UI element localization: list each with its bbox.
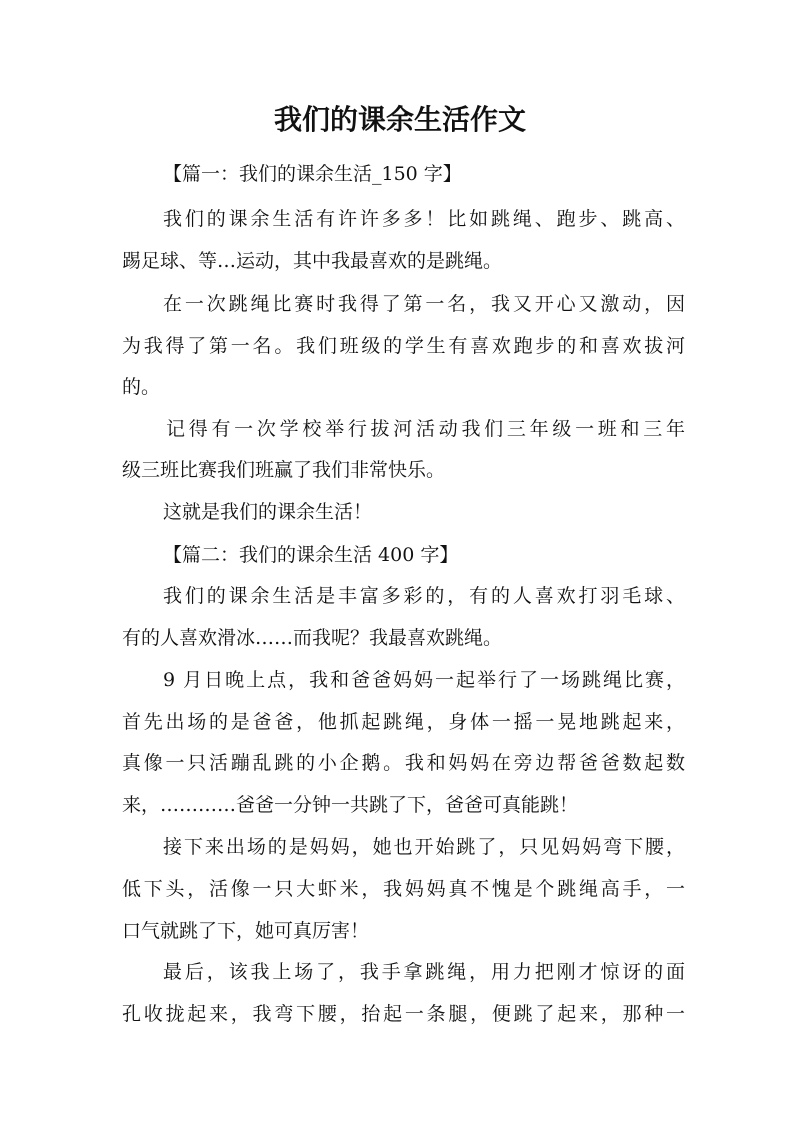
paragraph-line: 来，…………爸爸一分钟一共跳了下，爸爸可真能跳！ (122, 794, 579, 816)
paragraph-line: 为我得了第一名。我们班级的学生有喜欢跑步的和喜欢拔河 (122, 335, 685, 357)
paragraph-line: 有的人喜欢滑冰……而我呢？我最喜欢跳绳。 (122, 627, 503, 649)
paragraph-line: 低下头，活像一只大虾米，我妈妈真不愧是个跳绳高手，一 (122, 878, 685, 900)
paragraph-line: 我们的课余生活有许许多多！比如跳绳、跑步、跳高、 (163, 208, 685, 230)
paragraph-line: 首先出场的是爸爸，他抓起跳绳，身体一摇一晃地跳起来， (122, 711, 685, 733)
paragraph-line: 我们的课余生活是丰富多彩的，有的人喜欢打羽毛球、 (163, 585, 685, 607)
paragraph-line: 接下来出场的是妈妈，她也开始跳了，只见妈妈弯下腰， (163, 836, 685, 858)
section-heading-2: 【篇二：我们的课余生活 400 字】 (163, 544, 459, 566)
paragraph-line: 9 月日晚上点，我和爸爸妈妈一起举行了一场跳绳比赛， (163, 669, 685, 691)
paragraph-line: 的。 (122, 376, 161, 398)
paragraph-line: 记得有一次学校举行拔河活动我们三年级一班和三年 (166, 418, 685, 440)
document-title: 我们的课余生活作文 (273, 103, 526, 136)
paragraph-line: 最后，该我上场了，我手拿跳绳，用力把刚才惊讶的面 (163, 961, 685, 983)
paragraph-line: 孔收拢起来，我弯下腰，抬起一条腿，便跳了起来，那种一 (122, 1003, 685, 1025)
paragraph-line: 口气就跳了下，她可真厉害！ (122, 920, 370, 942)
paragraph-line: 级三班比赛我们班赢了我们非常快乐。 (122, 459, 446, 481)
section-heading-1: 【篇一：我们的课余生活_150 字】 (163, 163, 462, 185)
paragraph-line: 踢足球、等…运动，其中我最喜欢的是跳绳。 (122, 250, 503, 272)
paragraph-line: 这就是我们的课余生活！ (163, 501, 373, 523)
paragraph-line: 在一次跳绳比赛时我得了第一名，我又开心又激动，因 (163, 293, 685, 315)
paragraph-line: 真像一只活蹦乱跳的小企鹅。我和妈妈在旁边帮爸爸数起数 (122, 752, 685, 774)
